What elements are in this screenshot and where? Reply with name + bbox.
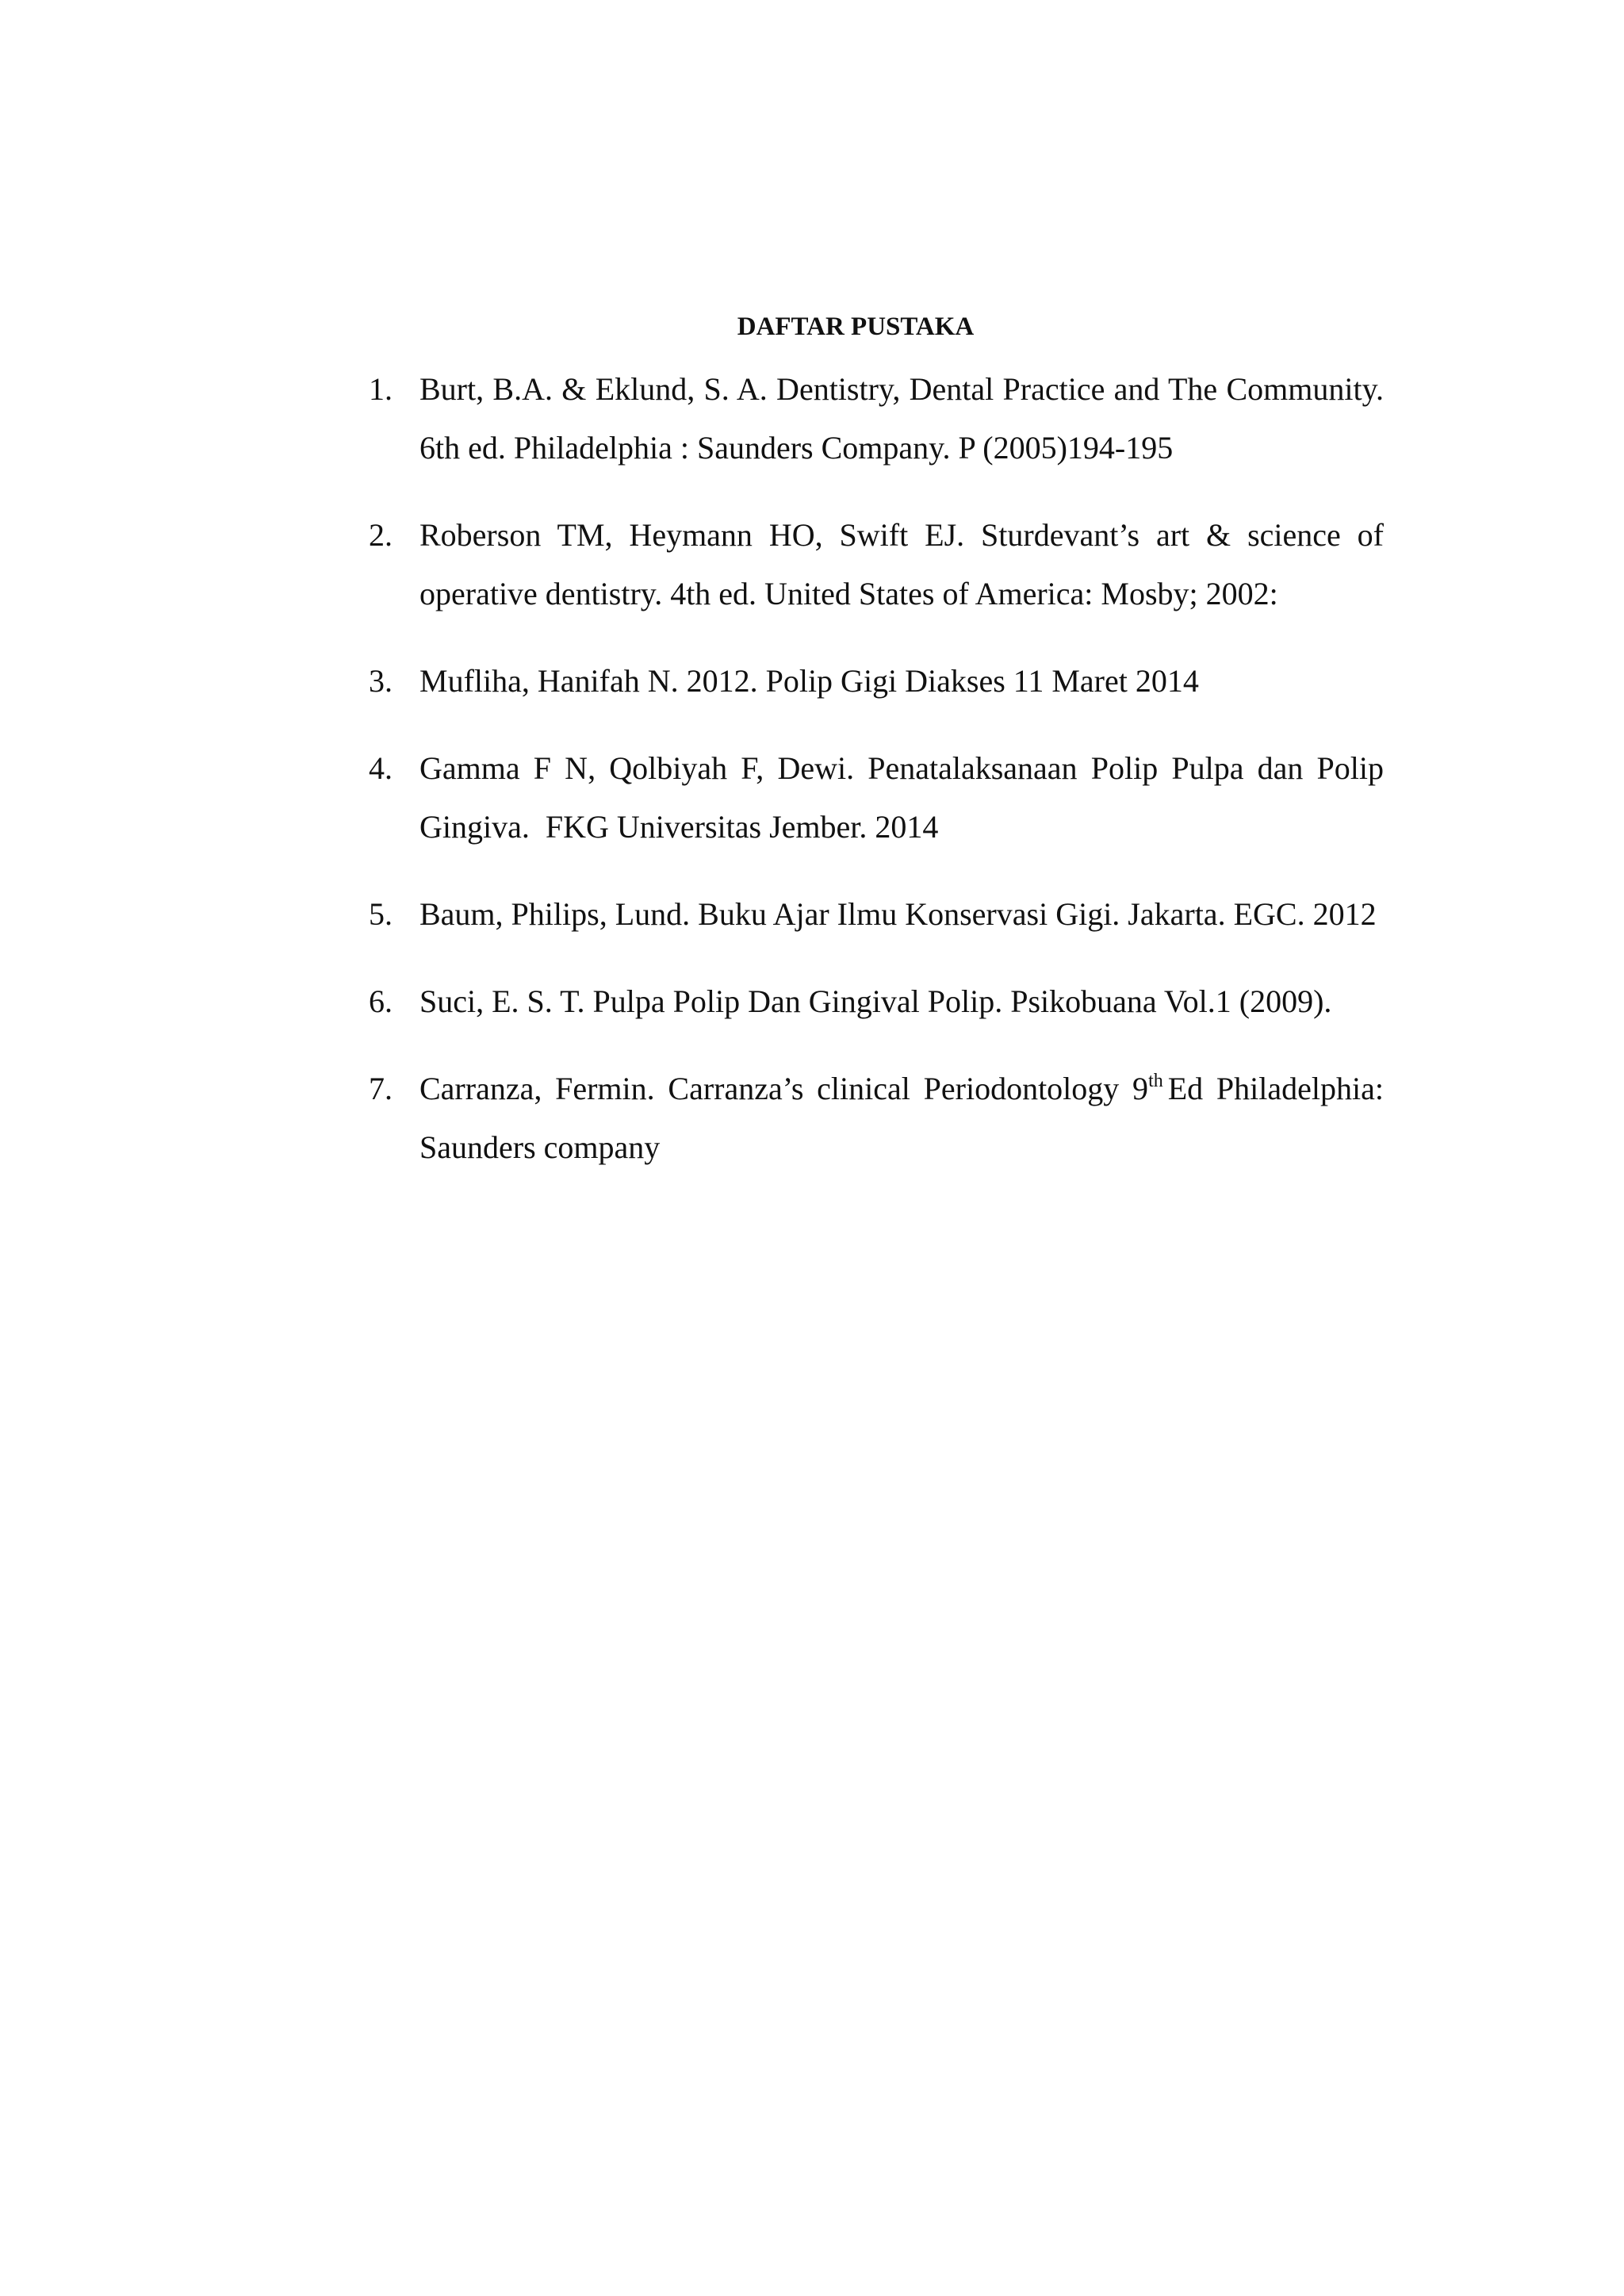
reference-item-3 xyxy=(369,652,1384,711)
reference-list xyxy=(369,360,1392,1205)
reference-number: 2. xyxy=(369,517,393,553)
reference-item-6 xyxy=(369,972,1384,1031)
reference-number: 3. xyxy=(369,663,393,699)
reference-text: Suci, E. S. T. Pulpa Polip Dan Gingival Polip. Psikobuana Vol.1 (2009). xyxy=(419,983,1332,1019)
reference-number: 4. xyxy=(369,750,393,786)
reference-number: 6. xyxy=(369,983,393,1019)
reference-number: 7. xyxy=(369,1071,393,1106)
reference-item-7 xyxy=(369,1060,1384,1177)
page-title: DAFTAR PUSTAKA xyxy=(737,312,975,341)
reference-text-part: Ed Philadelphia: Saunders company xyxy=(419,1071,1384,1165)
reference-item-5 xyxy=(369,885,1384,944)
reference-item-1 xyxy=(369,360,1384,477)
reference-number: 1. xyxy=(369,371,393,407)
reference-item-2 xyxy=(369,506,1384,623)
reference-text xyxy=(419,1060,1384,1177)
reference-text: Burt, B.A. & Eklund, S. A. Dentistry, Dental Practice and The Community. 6th ed. Philadelphia : Saunders Company. P (2005)194-195 xyxy=(419,371,1384,466)
reference-text: Baum, Philips, Lund. Buku Ajar Ilmu Konservasi Gigi. Jakarta. EGC. 2012 xyxy=(419,896,1377,932)
ordinal-superscript: th xyxy=(1148,1071,1163,1091)
reference-item-4 xyxy=(369,739,1392,857)
reference-text: Roberson TM, Heymann HO, Swift EJ. Sturdevant’s art & science of operative dentistry. 4th ed. United States of America: Mosby; 2002: xyxy=(419,517,1384,611)
reference-text: Gamma F N, Qolbiyah F, Dewi. Penatalaksanaan Polip Pulpa dan Polip Gingiva. FKG Universitas Jember. 2014 xyxy=(419,750,1392,845)
reference-number: 5. xyxy=(369,896,393,932)
reference-text: Mufliha, Hanifah N. 2012. Polip Gigi Diakses 11 Maret 2014 xyxy=(419,663,1199,699)
reference-text-part: Carranza, Fermin. Carranza’s clinical Periodontology 9 xyxy=(419,1071,1149,1106)
